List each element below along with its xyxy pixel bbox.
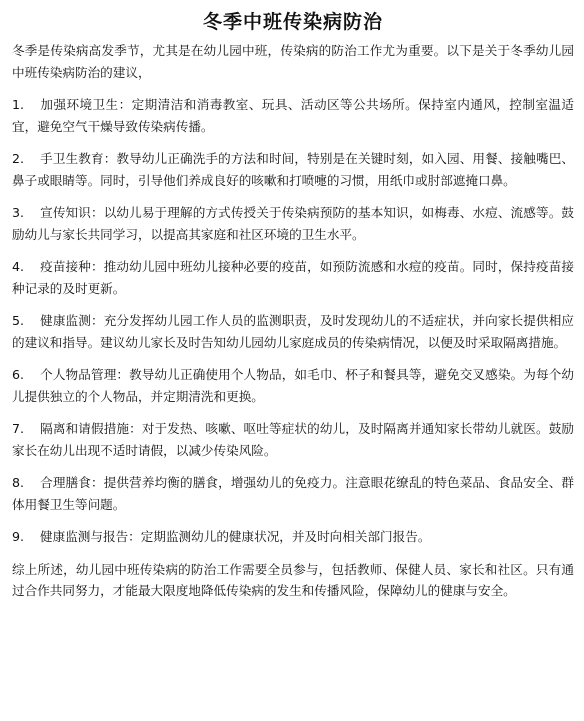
item-number: 7.	[12, 421, 25, 436]
list-item	[12, 310, 574, 353]
item-text: 合理膳食：提供营养均衡的膳食，增强幼儿的免疫力。注意眼花缭乱的特色菜品、食品安全、群体用餐卫生等问题。	[12, 475, 574, 512]
document-title: 冬季中班传染病防治	[202, 11, 383, 33]
item-number: 1.	[12, 97, 25, 112]
item-text: 疫苗接种：推动幼儿园中班幼儿接种必要的疫苗，如预防流感和水痘的疫苗。同时，保持疫苗接种记录的及时更新。	[12, 259, 574, 296]
item-number: 3.	[12, 205, 25, 220]
item-text: 宣传知识：以幼儿易于理解的方式传授关于传染病预防的基本知识，如梅毒、水痘、流感等。鼓励幼儿与家长共同学习，以提高其家庭和社区环境的卫生水平。	[12, 205, 574, 242]
item-number: 9.	[12, 529, 25, 544]
list-item	[12, 94, 574, 137]
item-number: 5.	[12, 313, 25, 328]
item-text: 手卫生教育：教导幼儿正确洗手的方法和时间，特别是在关键时刻，如入园、用餐、接触嘴巴、鼻子或眼睛等。同时，引导他们养成良好的咳嗽和打喷嚏的习惯，用纸巾或肘部遮掩口鼻。	[12, 151, 574, 188]
list-item	[12, 526, 574, 548]
item-text: 个人物品管理：教导幼儿正确使用个人物品，如毛巾、杯子和餐具等，避免交叉感染。为每个幼儿提供独立的个人物品，并定期清洗和更换。	[12, 367, 574, 404]
item-text: 健康监测与报告：定期监测幼儿的健康状况，并及时向相关部门报告。	[40, 529, 431, 544]
intro-paragraph: 冬季是传染病高发季节，尤其是在幼儿园中班，传染病的防治工作尤为重要。以下是关于冬季幼儿园中班传染病防治的建议，	[12, 43, 574, 80]
list-item	[12, 418, 574, 461]
list-item	[12, 256, 574, 299]
list-item	[12, 148, 574, 191]
item-number: 8.	[12, 475, 25, 490]
item-text: 隔离和请假措施：对于发热、咳嗽、呕吐等症状的幼儿，及时隔离并通知家长带幼儿就医。鼓励家长在幼儿出现不适时请假，以减少传染风险。	[12, 421, 574, 458]
conclusion-paragraph: 综上所述，幼儿园中班传染病的防治工作需要全员参与，包括教师、保健人员、家长和社区。只有通过合作共同努力，才能最大限度地降低传染病的发生和传播风险，保障幼儿的健康与安全。	[12, 561, 574, 598]
list-item	[12, 202, 574, 245]
item-text: 加强环境卫生：定期清洁和消毒教室、玩具、活动区等公共场所。保持室内通风，控制室温适宜，避免空气干燥导致传染病传播。	[12, 97, 574, 134]
item-number: 4.	[12, 259, 25, 274]
list-item	[12, 364, 574, 407]
item-number: 6.	[12, 367, 25, 382]
list-item	[12, 472, 574, 515]
item-number: 2.	[12, 151, 25, 166]
item-text: 健康监测：充分发挥幼儿园工作人员的监测职责，及时发现幼儿的不适症状，并向家长提供相应的建议和指导。建议幼儿家长及时告知幼儿园幼儿家庭成员的传染病情况，以便及时采取隔离措施。	[12, 313, 574, 350]
